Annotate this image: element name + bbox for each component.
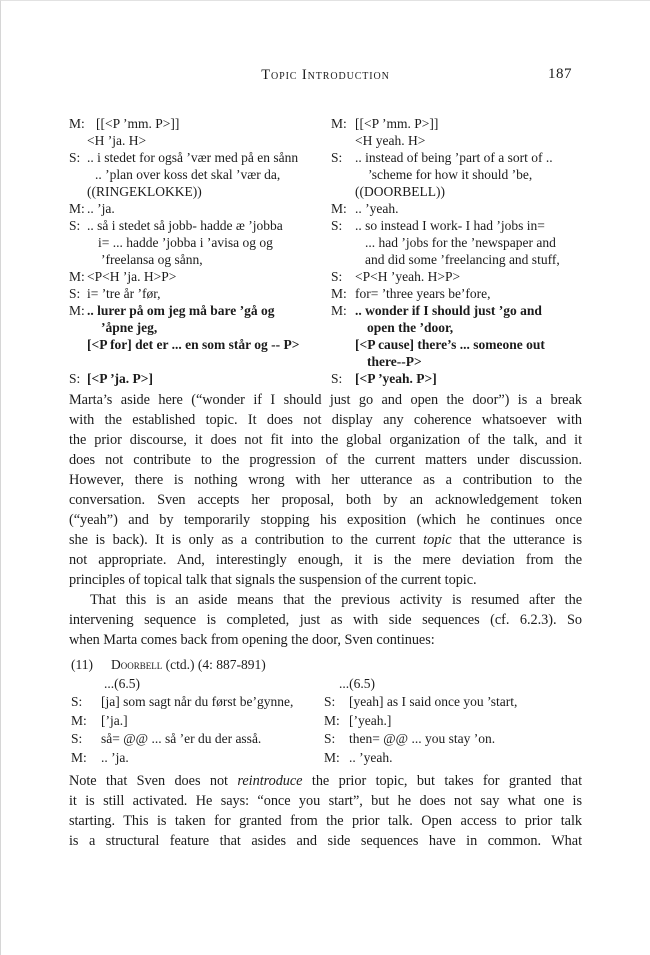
speaker-label-left: S: (69, 286, 81, 301)
utterance-translation: ((DOORBELL)) (355, 184, 445, 199)
text-run: with the established topic. It does not display any coherence whatsoever with (69, 412, 582, 428)
utterance-original: ’freelansa og sånn, (101, 252, 203, 267)
utterance-original: <P<H ’ja. H>P> (87, 269, 177, 284)
utterance-translation: [[<P ’mm. P>]] (355, 116, 439, 131)
text-line (69, 470, 582, 490)
body-paragraph-aside-analysis (69, 390, 582, 590)
text-run: Marta’s aside here (“wonder if I should just go and open the door”) is a break (69, 392, 582, 408)
text-run: Doorbell (111, 657, 163, 672)
speaker-label-right: M: (331, 201, 347, 216)
text-run: when Marta comes back from opening the door, Sven continues: (69, 632, 435, 648)
utterance-translation: ...(6.5) (339, 675, 375, 691)
text-line (69, 410, 582, 430)
speaker-label-left: M: (69, 201, 85, 216)
utterance-translation: .. so instead I work- I had ’jobs in= (355, 218, 545, 233)
utterance-original: [ja] som sagt når du først be’gynne, (101, 694, 294, 709)
text-line (69, 831, 582, 851)
utterance-translation: [<P ’yeah. P>] (355, 371, 437, 386)
example-title (111, 657, 266, 672)
text-run: Note that Sven does not (69, 773, 238, 789)
text-run: reintroduce (237, 773, 303, 789)
speaker-label-left (69, 234, 87, 251)
text-line (69, 610, 582, 630)
speaker-label-left: S: (69, 218, 81, 233)
speaker-label-right: S: (331, 269, 343, 284)
utterance-translation: [<P cause] there’s ... someone out (355, 337, 545, 352)
text-line (69, 570, 582, 590)
running-title: Topic Introduction (261, 67, 390, 83)
utterance-original: [<P for] det er ... en som står og -- P> (87, 337, 300, 352)
speaker-label-right (331, 251, 355, 268)
speaker-label-right: M: (324, 712, 340, 728)
utterance-original (87, 353, 331, 370)
utterance-original: [’ja.] (101, 712, 128, 728)
utterance-translation: ’scheme for how it should ’be, (368, 167, 533, 182)
utterance-original: .. i stedet for også ’vær med på en sånn (87, 150, 299, 165)
speaker-label-right (331, 336, 355, 353)
utterance-translation: and did some ’freelancing and stuff, (365, 252, 560, 267)
speaker-label-left: S: (71, 694, 83, 709)
text-line (69, 490, 582, 510)
speaker-label-left (69, 336, 87, 353)
speaker-label-right: M: (331, 286, 347, 301)
utterance-original: .. lurer på om jeg må bare ’gå og (87, 303, 275, 318)
text-line (69, 791, 582, 811)
speaker-label-left (69, 166, 87, 183)
text-run: conversation. Sven accepts her proposal, both by an acknowledgement token (69, 492, 582, 508)
utterance-original: [[<P ’mm. P>]] (96, 116, 180, 131)
speaker-label-right (331, 234, 355, 251)
speaker-label-left (69, 251, 87, 268)
utterance-translation: [yeah] as I said once you ’start, (349, 694, 518, 709)
speaker-label-right (331, 132, 355, 149)
speaker-label-left (69, 353, 87, 370)
speaker-label-right: M: (331, 303, 347, 318)
speaker-label-right (331, 166, 355, 183)
text-run: it is still activated. He says: “once you start”, but he does not say what one is (69, 793, 582, 809)
text-line (69, 550, 582, 570)
utterance-original: .. ’ja. (87, 201, 115, 216)
transcript-doorbell-excerpt (69, 115, 650, 387)
speaker-label-left: S: (69, 371, 81, 386)
utterance-translation: <H yeah. H> (355, 133, 426, 148)
speaker-label-left: S: (69, 150, 81, 165)
utterance-translation: .. ’yeah. (355, 201, 399, 216)
body-paragraph-note (69, 771, 582, 851)
speaker-label-right: M: (331, 116, 347, 131)
text-line (69, 390, 582, 410)
utterance-translation: open the ’door, (367, 320, 454, 335)
text-line (69, 530, 582, 550)
speaker-label-right (331, 183, 355, 200)
speaker-label-right (331, 353, 355, 370)
text-run: not appropriate. And, interestingly enough, it is the mere deviation from the (69, 552, 582, 568)
speaker-label-left: S: (71, 731, 83, 746)
text-run: (“yeah”) and by temporarily stopping his exposition (which he continues once (69, 512, 582, 528)
speaker-label-right: S: (331, 371, 343, 386)
text-run: topic (423, 532, 452, 548)
text-run: the prior discourse, it does not fit into the global organization of the talk, and it (69, 432, 582, 448)
text-line (69, 590, 582, 610)
speaker-label-right: S: (324, 694, 336, 709)
speaker-label-left: M: (69, 303, 85, 318)
page-header (69, 1, 582, 84)
utterance-original: .. ’plan over koss det skal ’vær da, (95, 167, 281, 182)
speaker-label-left: M: (69, 269, 85, 284)
page-number: 187 (548, 66, 572, 82)
utterance-original: i= ... hadde ’jobba i ’avisa og og (98, 235, 273, 250)
example-number: (11) (71, 657, 93, 672)
text-run: (ctd.) (4: 887-891) (162, 657, 266, 672)
speaker-label-left (69, 319, 87, 336)
utterance-original: [<P ’ja. P>] (87, 371, 153, 386)
speaker-label-left (69, 132, 87, 149)
speaker-label-right: M: (324, 749, 340, 765)
text-run: starting. This is taken for granted from the prior talk. Open access to prior talk (69, 813, 582, 829)
utterance-translation: there--P> (367, 354, 422, 369)
utterance-original: ...(6.5) (104, 675, 140, 691)
text-run: principles of topical talk that signals the suspension of the current topic. (69, 572, 477, 588)
speaker-label-left: M: (71, 712, 87, 728)
speaker-label-left (71, 675, 101, 694)
utterance-original: <H ’ja. H> (87, 133, 147, 148)
utterance-translation: then= @@ ... you stay ’on. (349, 731, 496, 746)
text-run: is a structural feature that asides and side sequences have in common. What (69, 833, 582, 849)
utterance-original: i= ’tre år ’før, (87, 286, 161, 301)
utterance-translation: .. instead of being ’part of a sort of .. (355, 150, 553, 165)
speaker-label-left: M: (71, 749, 87, 765)
utterance-translation: ... had ’jobs for the ’newspaper and (365, 235, 556, 250)
transcript-doorbell-continued (71, 675, 650, 768)
utterance-original: .. ’ja. (101, 749, 129, 765)
utterance-translation: .. wonder if I should just ’go and (355, 303, 542, 318)
text-run: intervening sequence is completed, just as with side sequences (cf. 6.2.3). So (69, 612, 582, 628)
speaker-label-right: S: (324, 731, 336, 746)
text-line (69, 630, 582, 650)
text-run: the prior topic, but takes for granted that (302, 773, 582, 789)
text-run: does not contribute to the progression of the current matters under discussion. (69, 452, 582, 468)
text-run: However, there is nothing wrong with her utterance as a contribution to the (69, 472, 582, 488)
text-line (69, 510, 582, 530)
utterance-translation: [’yeah.] (349, 712, 392, 728)
utterance-translation: .. ’yeah. (349, 749, 393, 765)
speaker-label-right (331, 319, 355, 336)
body-paragraph-aside-resumption (69, 590, 582, 650)
speaker-label-left: M: (69, 116, 85, 131)
text-line (69, 811, 582, 831)
text-run: that the utterance is (451, 532, 582, 548)
text-line (69, 450, 582, 470)
utterance-original: ((RINGEKLOKKE)) (87, 184, 202, 199)
example-label (71, 656, 650, 675)
utterance-original: .. så i stedet så jobb- hadde æ ’jobba (87, 218, 283, 233)
text-line (69, 430, 582, 450)
utterance-translation: for= ’three years be’fore, (355, 286, 491, 301)
text-line (69, 771, 582, 791)
speaker-label-left (69, 183, 87, 200)
text-run: That this is an aside means that the previous activity is resumed after the (90, 592, 582, 608)
utterance-translation: <P<H ’yeah. H>P> (355, 269, 461, 284)
utterance-original: så= @@ ... så ’er du der asså. (101, 731, 262, 746)
speaker-label-right: S: (331, 150, 343, 165)
speaker-label-right: S: (331, 218, 343, 233)
utterance-original: ’åpne jeg, (101, 320, 158, 335)
text-run: she is back). It is only as a contribution to the current (69, 532, 424, 548)
